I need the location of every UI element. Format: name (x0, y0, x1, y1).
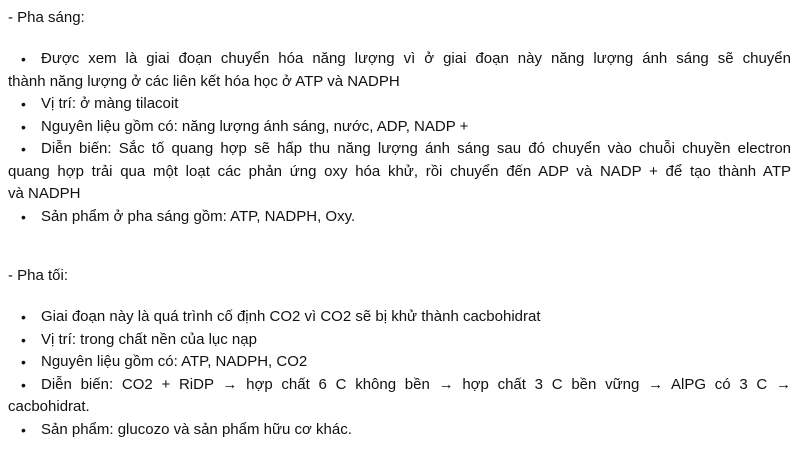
bullet-icon: • (21, 309, 26, 325)
list-item (0, 48, 791, 93)
list-item-line: Diễn biến: CO2 + RiDP → hợp chất 6 C không bền → hợp chất 3 C bền vững → AlPG có 3 C → (41, 375, 791, 393)
light-phase-list (0, 48, 791, 228)
bullet-icon: • (21, 331, 26, 348)
list-item (0, 116, 791, 139)
bullet-icon: • (21, 208, 26, 225)
bullet-icon: • (21, 118, 26, 135)
dark-phase-list (0, 306, 791, 441)
list-item-line: thành năng lượng ở các liên kết hóa học ở ATP và NADPH (8, 72, 400, 90)
list-item-line: Diễn biến: Sắc tố quang hợp sẽ hấp thu năng lượng ánh sáng sau đó chuyển vào chuỗi chuyền electron (41, 140, 791, 157)
bullet-icon: • (21, 96, 26, 112)
list-item-line: Vị trí: ở màng tilacoit (41, 95, 179, 112)
bullet-icon: • (21, 51, 26, 67)
list-item (0, 329, 791, 352)
section-heading-light-phase: - Pha sáng: (8, 9, 85, 26)
bullet-icon: • (21, 421, 26, 438)
bullet-icon: • (21, 141, 26, 157)
list-item-line: Vị trí: trong chất nền của lục nạp (41, 330, 257, 348)
bullet-icon: • (21, 376, 26, 393)
list-item-line: Nguyên liệu gồm có: năng lượng ánh sáng, nước, ADP, NADP + (41, 117, 469, 135)
list-item (0, 138, 791, 206)
list-item-line: và NADPH (8, 185, 81, 202)
list-item (0, 93, 791, 116)
list-item (0, 306, 791, 329)
list-item (0, 374, 791, 419)
list-item (0, 419, 791, 442)
list-item-line: cacbohidrat. (8, 398, 90, 415)
list-item-line: Giai đoạn này là quá trình cố định CO2 vì CO2 sẽ bị khử thành cacbohidrat (41, 308, 541, 325)
list-item-line: quang hợp trải qua một loạt các phản ứng oxy hóa khử, rồi chuyển đến ADP và NADP + để tạo thành ATP (8, 162, 791, 180)
list-item (0, 351, 791, 374)
section-heading-dark-phase: - Pha tối: (8, 267, 69, 284)
list-item-line: Sản phẩm: glucozo và sản phẩm hữu cơ khác. (41, 420, 352, 438)
list-item-line: Được xem là giai đoạn chuyển hóa năng lượng vì ở giai đoạn này năng lượng ánh sáng sẽ chuyển (41, 50, 791, 67)
list-item-line: Sản phẩm ở pha sáng gồm: ATP, NADPH, Oxy. (41, 207, 356, 225)
bullet-icon: • (21, 354, 26, 370)
list-item (0, 206, 791, 229)
list-item-line: Nguyên liệu gồm có: ATP, NADPH, CO2 (41, 353, 308, 370)
